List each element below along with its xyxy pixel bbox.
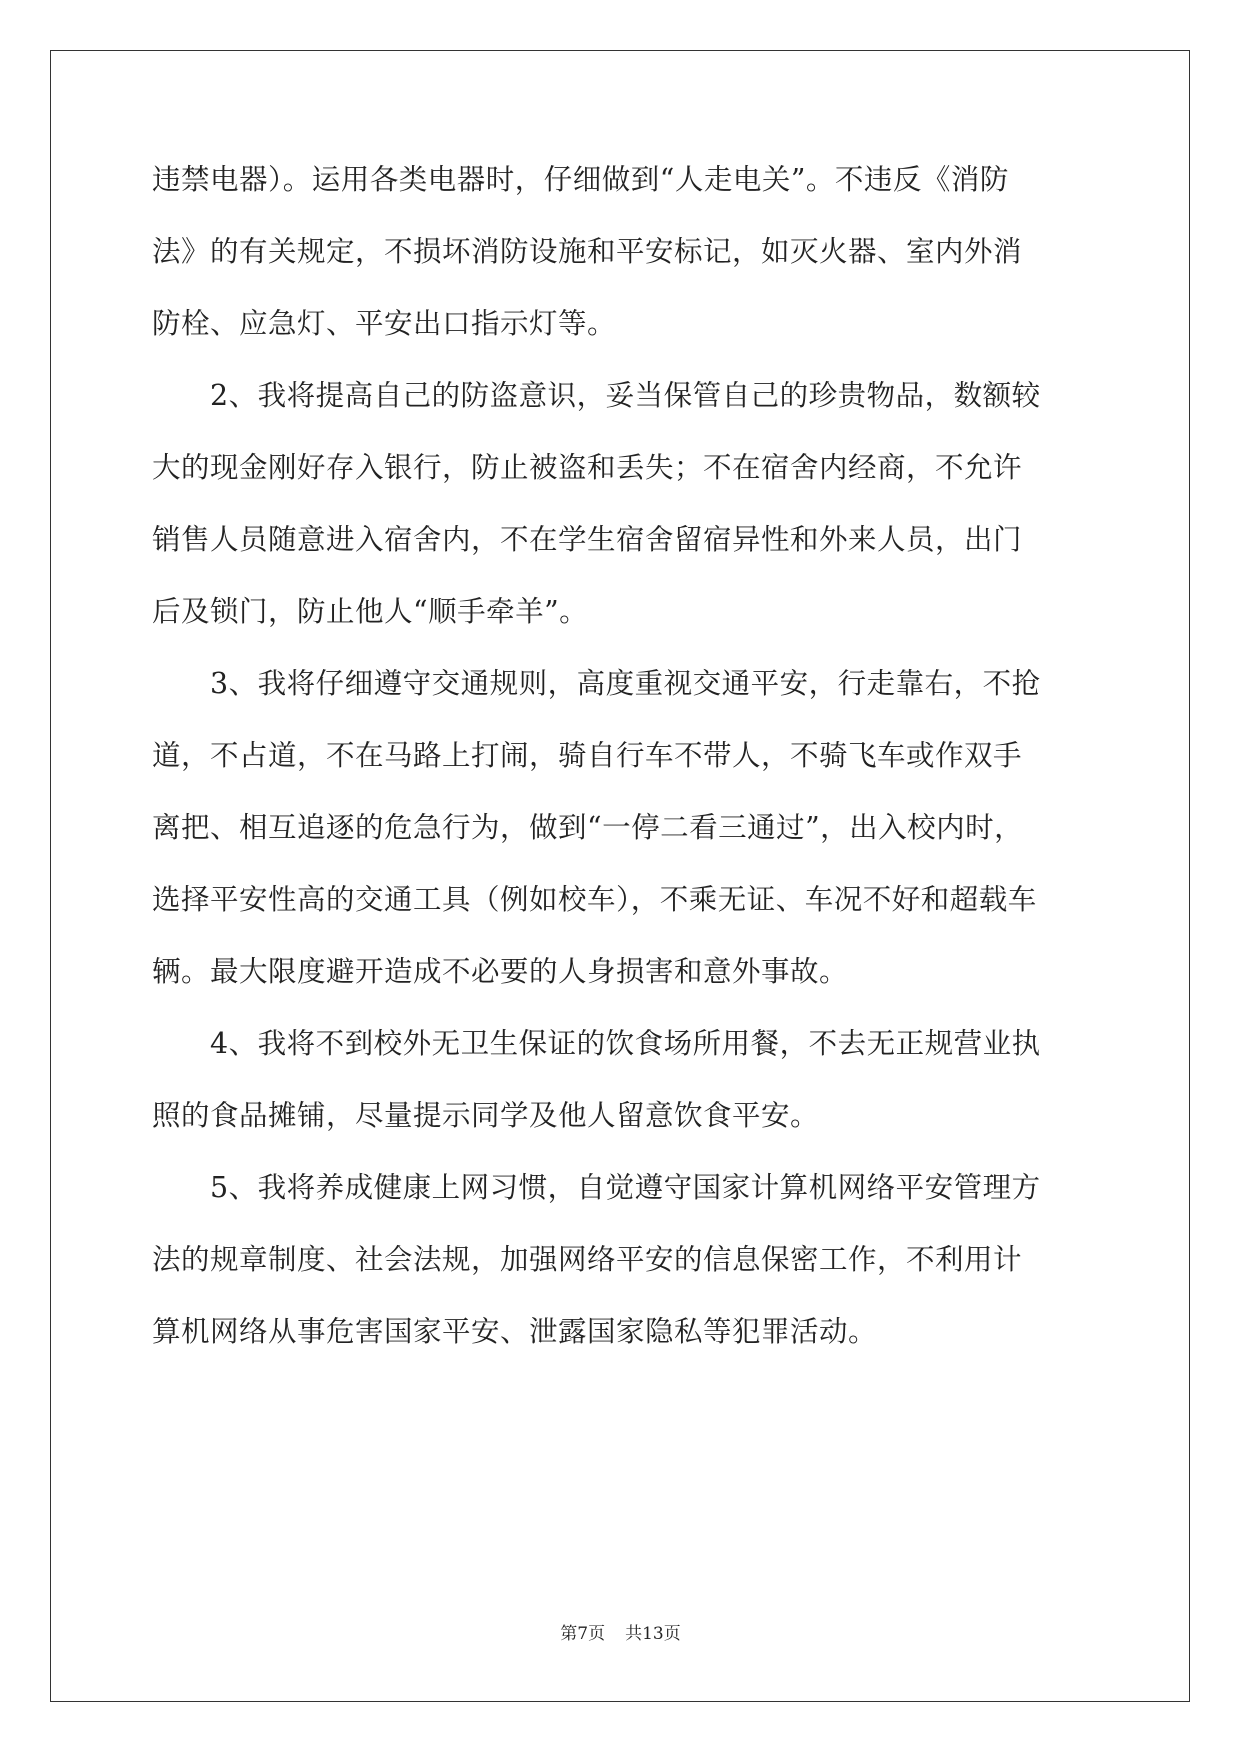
paragraph-start-line: 4、我将不到校外无卫生保证的饮食场所用餐，不去无正规营业执 xyxy=(210,1027,1041,1060)
text-line: 后及锁门，防止他人“顺手牵羊”。 xyxy=(152,595,589,628)
page-border xyxy=(50,50,1190,1702)
text-line: 道，不占道，不在马路上打闹，骑自行车不带人，不骑飞车或作双手 xyxy=(152,739,1023,772)
paragraph-start-line: 2、我将提高自己的防盗意识，妥当保管自己的珍贵物品，数额较 xyxy=(210,379,1041,412)
text-line: 防栓、应急灯、平安出口指示灯等。 xyxy=(152,307,617,340)
text-line: 选择平安性高的交通工具（例如校车），不乘无证、车况不好和超载车 xyxy=(152,883,1037,916)
page-number: 第7页 xyxy=(560,1624,606,1644)
text-line: 照的食品摊铺，尽量提示同学及他人留意饮食平安。 xyxy=(152,1099,820,1132)
paragraph-start-line: 3、我将仔细遵守交通规则，高度重视交通平安，行走靠右，不抢 xyxy=(210,667,1041,700)
text-line: 离把、相互追逐的危急行为，做到“一停二看三通过”，出入校内时， xyxy=(152,811,1024,844)
text-line: 辆。最大限度避开造成不必要的人身损害和意外事故。 xyxy=(152,955,849,988)
page-total: 共13页 xyxy=(625,1624,681,1644)
text-line: 算机网络从事危害国家平安、泄露国家隐私等犯罪活动。 xyxy=(152,1315,878,1348)
text-line: 大的现金刚好存入银行，防止被盗和丢失；不在宿舍内经商，不允许 xyxy=(152,451,1023,484)
text-line: 法》的有关规定，不损坏消防设施和平安标记，如灭火器、室内外消 xyxy=(152,235,1023,268)
text-line: 违禁电器）。运用各类电器时，仔细做到“人走电关”。不违反《消防 xyxy=(152,163,1009,196)
paragraph-start-line: 5、我将养成健康上网习惯，自觉遵守国家计算机网络平安管理方 xyxy=(210,1171,1041,1204)
text-line: 法的规章制度、社会法规，加强网络平安的信息保密工作，不利用计 xyxy=(152,1243,1023,1276)
page-footer xyxy=(0,1622,1241,1646)
text-line: 销售人员随意进入宿舍内，不在学生宿舍留宿异性和外来人员，出门 xyxy=(152,523,1023,556)
